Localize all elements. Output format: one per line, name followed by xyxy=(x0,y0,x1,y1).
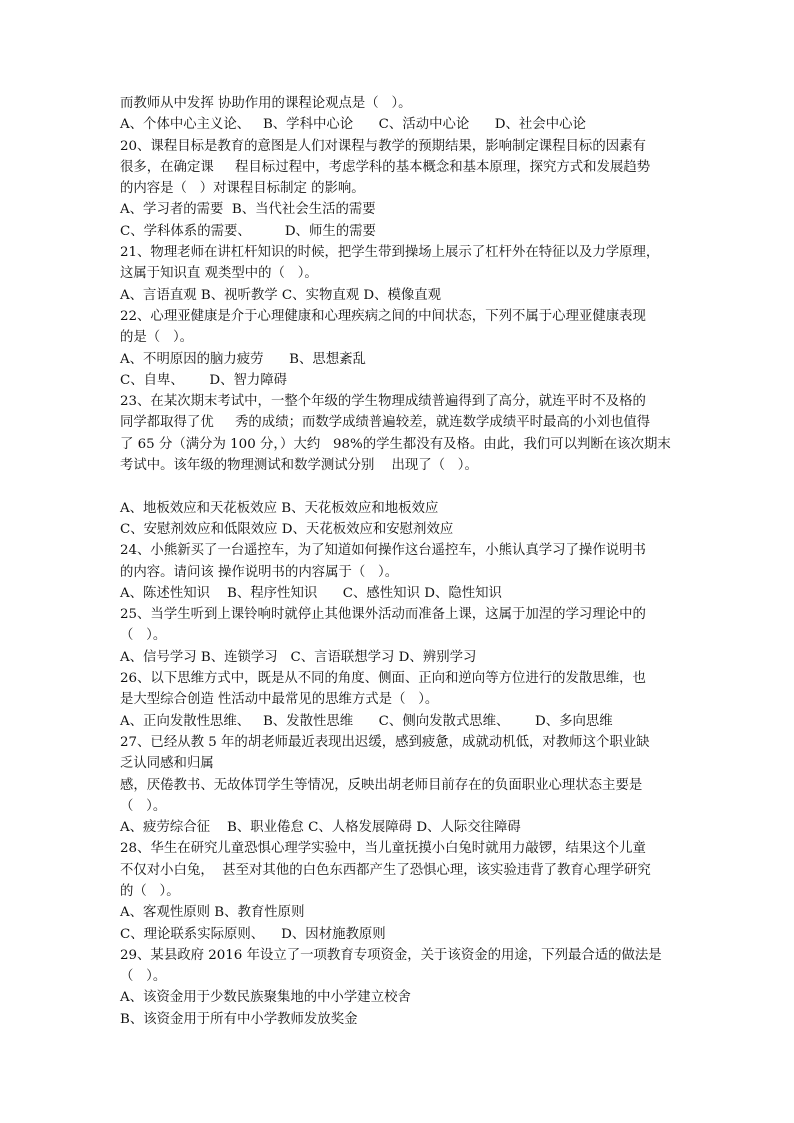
text-line: 的是（ ）。 xyxy=(120,330,194,346)
text-line: 21、物理老师在讲杠杆知识的时候，把学生带到操场上展示了杠杆外在特征以及力学原理， xyxy=(120,245,660,261)
text-line: 23、在某次期末考试中，一整个年级的学生物理成绩普遍得到了高分，就连平时不及格的 xyxy=(120,394,646,410)
text-line: A、该资金用于少数民族聚集地的中小学建立校舍 xyxy=(120,990,411,1006)
text-line: A、不明原因的脑力疲劳 B、思想紊乱 xyxy=(120,351,366,367)
text-line: 29、某县政府 2016 年设立了一项教育专项资金，关于该资金的用途，下列最合适的做法是 xyxy=(120,947,662,963)
text-line: 20、课程目标是教育的意图是人们对课程与教学的预期结果，影响制定课程目标的因素有 xyxy=(120,138,646,154)
text-line: 的内容。请问该 操作说明书的内容属于（ ）。 xyxy=(120,564,399,580)
text-line: A、地板效应和天花板效应 B、天花板效应和地板效应 xyxy=(120,500,439,516)
text-line: （ ）。 xyxy=(120,628,167,644)
text-line: B、该资金用于所有中小学教师发放奖金 xyxy=(120,1011,358,1027)
text-line: A、客观性原则 B、教育性原则 xyxy=(120,905,305,921)
text-line: A、正向发散性思维、 B、发散性思维 C、侧向发散式思维、 D、多向思维 xyxy=(120,713,613,729)
text-line: A、疲劳综合征 B、职业倦怠 C、人格发展障碍 D、人际交往障碍 xyxy=(120,820,521,836)
text-line: 不仅对小白兔， 甚至对其他的白色东西都产生了恐惧心理，该实验违背了教育心理学研究 xyxy=(120,862,651,878)
text-line: 的（ ）。 xyxy=(120,883,180,899)
text-line: A、信号学习 B、连锁学习 C、言语联想学习 D、辨别学习 xyxy=(120,649,477,665)
text-line: A、个体中心主义论、 B、学科中心论 C、活动中心论 D、社会中心论 xyxy=(120,117,586,133)
text-line: 很多，在确定课 程目标过程中，考虑学科的基本概念和基本原理，探究方式和发展趋势 xyxy=(120,159,651,175)
text-line: 而教师从中发挥 协助作用的课程论观点是（ ）。 xyxy=(120,96,412,111)
text-line: 同学都取得了优 秀的成绩；而数学成绩普遍较差，就连数学成绩平时最高的小刘也值得 xyxy=(120,415,651,431)
text-line: （ ）。 xyxy=(120,969,167,985)
text-line: 了 65 分（满分为 100 分，）大约 98%的学生都没有及格。由此，我们可以判断在该次期末 xyxy=(120,436,671,452)
text-line: 乏认同感和归属 xyxy=(120,756,214,772)
text-line: 28、华生在研究儿童恐惧心理学实验中，当儿童抚摸小白兔时就用力敲锣，结果这个儿童 xyxy=(120,841,646,857)
text-line: 27、已经从教 5 年的胡老师最近表现出迟缓，感到疲惫，成就动机低，对教师这个职业缺 xyxy=(120,734,650,750)
text-line: 26、以下思维方式中，既是从不同的角度、侧面、正向和逆向等方位进行的发散思维，也 xyxy=(120,671,646,687)
text-line: 25、当学生听到上课铃响时就停止其他课外活动而准备上课，这属于加涅的学习理论中的 xyxy=(120,607,646,623)
text-line: A、言语直观 B、视听教学 C、实物直观 D、模像直观 xyxy=(120,287,442,303)
exam-questions-text xyxy=(120,93,680,1030)
text-line: C、自卑、 D、智力障碍 xyxy=(120,372,288,388)
text-line: （ ）。 xyxy=(120,798,167,814)
text-line: 22、心理亚健康是介于心理健康和心理疾病之间的中间状态，下列不属于心理亚健康表现 xyxy=(120,308,646,324)
text-line: 的内容是（ ）对课程目标制定 的影响。 xyxy=(120,181,365,197)
text-line: 考试中。该年级的物理测试和数学测试分别 出现了（ ）。 xyxy=(120,458,478,474)
text-line: C、理论联系实际原则、 D、因材施教原则 xyxy=(120,926,386,942)
text-line xyxy=(120,476,680,497)
text-line: 这属于知识直 观类型中的（ ）。 xyxy=(120,266,318,282)
text-line: C、学科体系的需要、 D、师生的需要 xyxy=(120,223,376,239)
text-line: C、安慰剂效应和低限效应 D、天花板效应和安慰剂效应 xyxy=(120,521,454,537)
text-line: 感，厌倦教书、无故体罚学生等情况，反映出胡老师目前存在的负面职业心理状态主要是 xyxy=(120,777,643,793)
text-line: 24、小熊新买了一台遥控车，为了知道如何操作这台遥控车，小熊认真学习了操作说明书 xyxy=(120,543,646,559)
text-line: A、陈述性知识 B、程序性知识 C、感性知识 D、隐性知识 xyxy=(120,585,502,601)
text-line: A、学习者的需要 B、当代社会生活的需要 xyxy=(120,202,376,218)
text-line: 是大型综合创造 性活动中最常见的思维方式是（ ）。 xyxy=(120,692,439,708)
